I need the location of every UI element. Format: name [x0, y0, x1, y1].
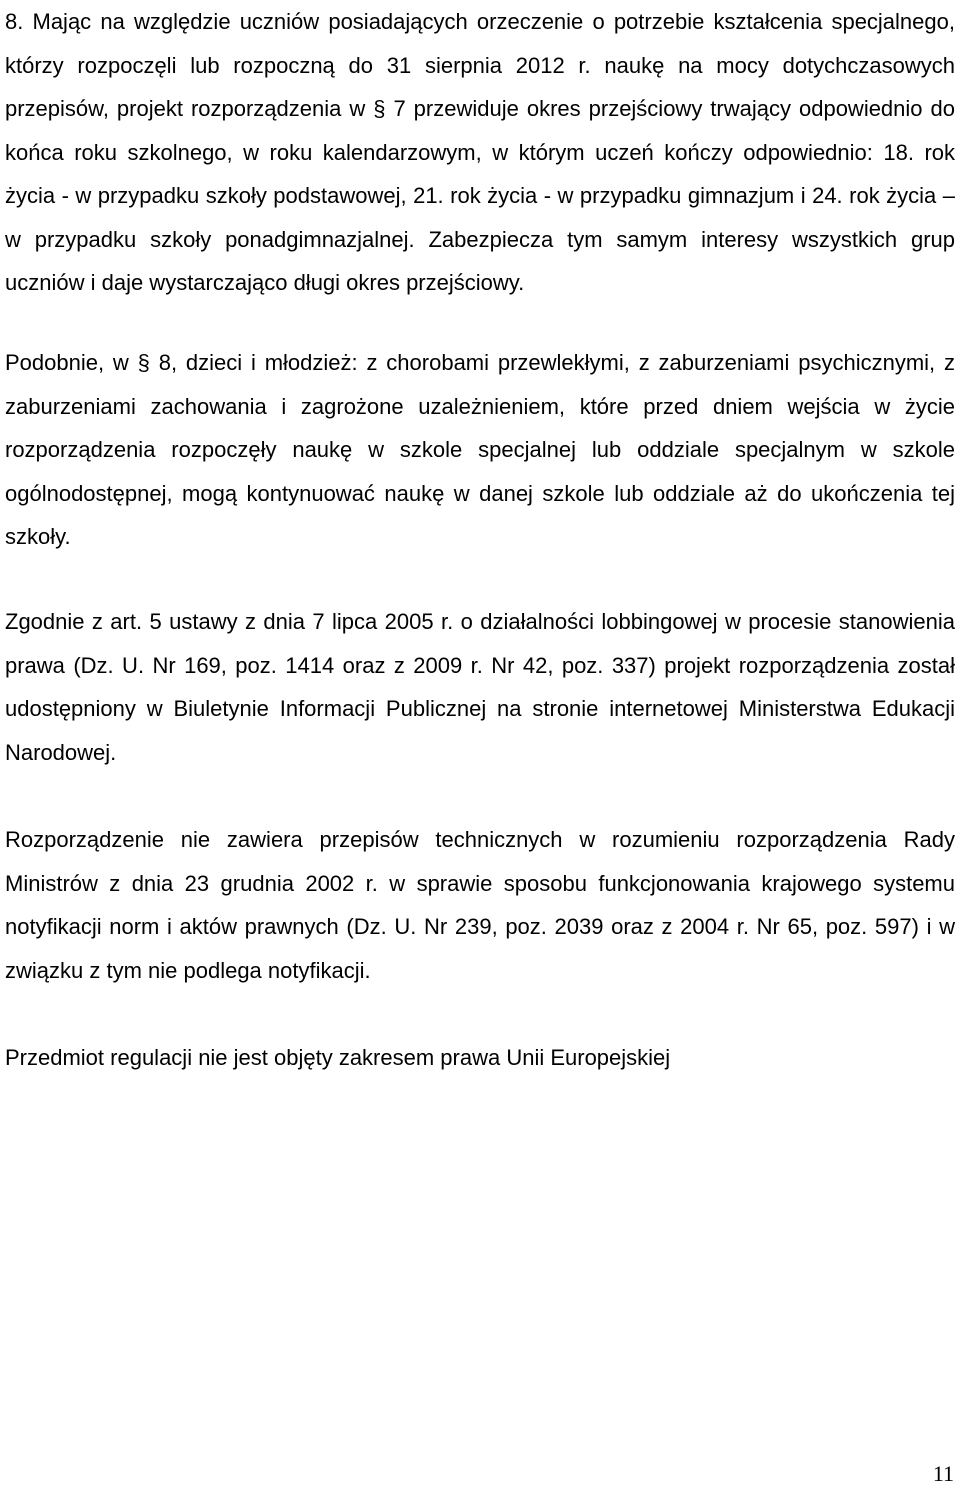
paragraph-transition-period: 8. Mając na względzie uczniów posiadających orzeczenie o potrzebie kształcenia specjalnego, którzy rozpoczęli lub rozpoczną do 31 sierpnia 2012 r. naukę na mocy dotychczasowych przepisów, projekt rozporządzenia w § 7 przewiduje okres przejściowy trwający odpowiednio do końca roku szkolnego, w roku kalendarzowym, w którym uczeń kończy odpowiednio: 18. rok życia - w przypadku szkoły podstawowej, 21. rok życia - w przypadku gimnazjum i 24. rok życia – w przypadku szkoły ponadgimnazjalnej. Zabezpiecza tym samym interesy wszystkich grup uczniów i daje wystarczająco długi okres przejściowy.	[5, 9, 955, 295]
paragraph-chronic-illness: Podobnie, w § 8, dzieci i młodzież: z chorobami przewlekłymi, z zaburzeniami psychicznymi, z zaburzeniami zachowania i zagrożone uzależnieniem, które przed dniem wejścia w życie rozporządzenia rozpoczęły naukę w szkole specjalnej lub oddziale specjalnym w szkole ogólnodostępnej, mogą kontynuować naukę w danej szkole lub oddziale aż do ukończenia tej szkoły.	[5, 350, 955, 550]
paragraph-lobbying-act: Zgodnie z art. 5 ustawy z dnia 7 lipca 2005 r. o działalności lobbingowej w procesie stanowienia prawa (Dz. U. Nr 169, poz. 1414 oraz z 2009 r. Nr 42, poz. 337) projekt rozporządzenia został udostępniony w Biuletynie Informacji Publicznej na stronie internetowej Ministerstwa Edukacji Narodowej.	[5, 609, 955, 765]
paragraph-eu-law: Przedmiot regulacji nie jest objęty zakresem prawa Unii Europejskiej	[5, 1045, 671, 1070]
page-number: 11	[932, 1461, 954, 1486]
paragraph-technical-regulations: Rozporządzenie nie zawiera przepisów technicznych w rozumieniu rozporządzenia Rady Ministrów z dnia 23 grudnia 2002 r. w sprawie sposobu funkcjonowania krajowego systemu notyfikacji norm i aktów prawnych (Dz. U. Nr 239, poz. 2039 oraz z 2004 r. Nr 65, poz. 597) i w związku z tym nie podlega notyfikacji.	[5, 827, 955, 983]
